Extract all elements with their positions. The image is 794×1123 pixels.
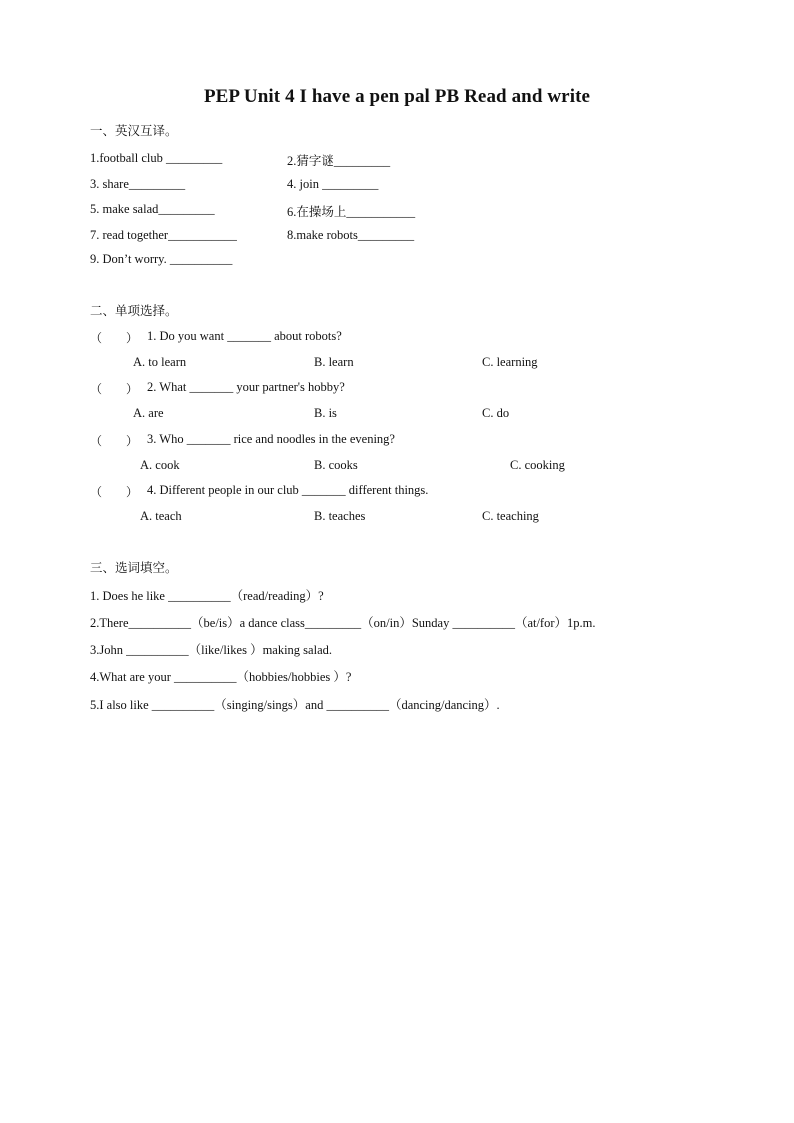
- s1-item-8: 8.make robots_________: [287, 228, 415, 242]
- s3-item-4: 4.What are your __________（hobbies/hobbies ）?: [90, 670, 352, 684]
- q2-answer-paren: （ ）: [90, 382, 139, 396]
- s1-item-7: 7. read together___________: [90, 228, 237, 242]
- section-2-heading: 二、单项选择。: [90, 303, 178, 318]
- q1-option-a: A. to learn: [133, 355, 187, 369]
- q3-stem: 3. Who _______ rice and noodles in the evening?: [147, 432, 395, 446]
- s1-item-5: 5. make salad_________: [90, 202, 215, 216]
- q4-answer-paren: （ ）: [90, 485, 139, 499]
- q3-option-c: C. cooking: [510, 458, 565, 472]
- s1-item-3: 3. share_________: [90, 177, 186, 191]
- q4-option-b: B. teaches: [314, 509, 366, 523]
- section-3-heading: 三、选词填空。: [90, 560, 178, 575]
- s1-item-6: 6.在操场上___________: [287, 205, 416, 219]
- s1-item-2: 2.猜字谜_________: [287, 154, 391, 168]
- q2-option-b: B. is: [314, 406, 337, 420]
- section-1-heading: 一、英汉互译。: [90, 123, 178, 138]
- s1-item-4: 4. join _________: [287, 177, 379, 191]
- s3-item-3: 3.John __________（like/likes ）making salad.: [90, 643, 332, 657]
- q1-option-c: C. learning: [482, 355, 538, 369]
- q3-option-b: B. cooks: [314, 458, 358, 472]
- s1-item-1: 1.football club _________: [90, 151, 223, 165]
- q4-option-c: C. teaching: [482, 509, 539, 523]
- q3-option-a: A. cook: [140, 458, 180, 472]
- q4-option-a: A. teach: [140, 509, 182, 523]
- s3-item-2: 2.There__________（be/is）a dance class_________（on/in）Sunday __________（at/for）1p.m.: [90, 616, 596, 630]
- q2-option-c: C. do: [482, 406, 510, 420]
- q1-stem: 1. Do you want _______ about robots?: [147, 329, 342, 343]
- q1-answer-paren: （ ）: [90, 331, 139, 345]
- q2-option-a: A. are: [133, 406, 164, 420]
- s3-item-5: 5.I also like __________（singing/sings）and __________（dancing/dancing）.: [90, 698, 500, 712]
- q3-answer-paren: （ ）: [90, 434, 139, 448]
- page-title: PEP Unit 4 I have a pen pal PB Read and write: [203, 86, 591, 107]
- s1-item-9: 9. Don’t worry. __________: [90, 252, 233, 266]
- q1-option-b: B. learn: [314, 355, 354, 369]
- q2-stem: 2. What _______ your partner's hobby?: [147, 380, 345, 394]
- s3-item-1: 1. Does he like __________（read/reading）?: [90, 589, 324, 603]
- q4-stem: 4. Different people in our club _______ different things.: [147, 483, 429, 497]
